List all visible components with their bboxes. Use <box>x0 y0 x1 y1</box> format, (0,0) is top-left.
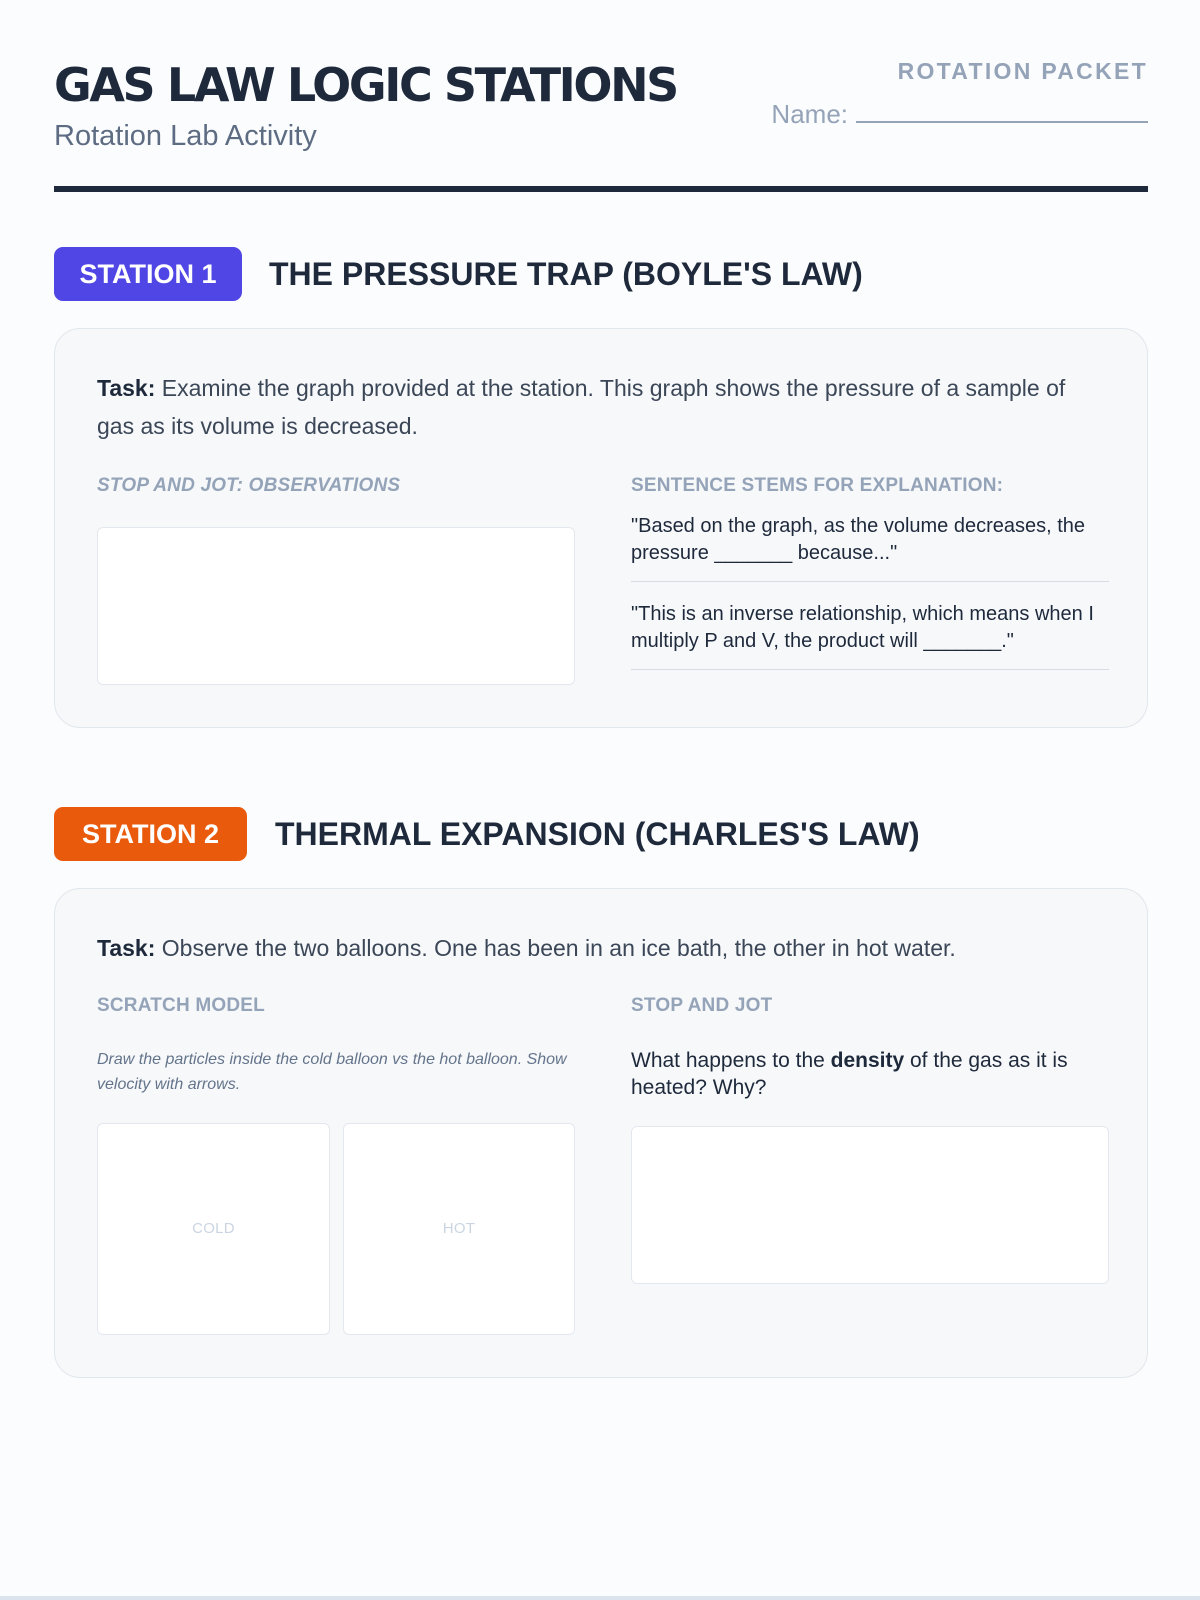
header-divider <box>54 186 1148 192</box>
page-title: GAS LAW LOGIC STATIONS <box>54 58 677 112</box>
cold-balloon-drawing-box[interactable] <box>97 1123 330 1335</box>
scratch-model-hint: Draw the particles inside the cold balloon vs the hot balloon. Show velocity with arrows. <box>97 1051 567 1093</box>
hot-balloon-drawing-box[interactable] <box>343 1123 575 1335</box>
task-text: Observe the two balloons. One has been in an ice bath, the other in hot water. <box>155 935 956 961</box>
observations-answer-box[interactable] <box>97 527 575 685</box>
station-1-heading <box>54 247 1148 301</box>
station-2-task <box>97 929 1097 967</box>
station-1-card <box>54 328 1148 728</box>
packet-label: ROTATION PACKET <box>897 58 1148 84</box>
sentence-stems-label: SENTENCE STEMS FOR EXPLANATION: <box>631 475 1004 496</box>
task-label: Task: <box>97 375 156 401</box>
name-field[interactable] <box>771 96 1148 132</box>
station-2-badge: STATION 2 <box>54 807 247 861</box>
page-header <box>54 56 1148 196</box>
station-1-badge: STATION 1 <box>54 247 242 301</box>
station-2-heading <box>54 807 1148 861</box>
scratch-model-label: SCRATCH MODEL <box>97 995 265 1016</box>
density-question <box>631 1047 1101 1101</box>
hot-label: HOT <box>442 1220 476 1237</box>
station-2-card <box>54 888 1148 1378</box>
question-text-start: What happens to the <box>631 1049 831 1072</box>
name-label: Name: <box>771 99 848 129</box>
observations-label: STOP AND JOT: OBSERVATIONS <box>97 475 401 496</box>
name-blank-line[interactable] <box>856 99 1148 123</box>
page-bottom-border <box>0 1596 1200 1600</box>
station-1-task <box>97 369 1097 445</box>
sentence-stem-1: "Based on the graph, as the volume decreases, the pressure _______ because..." <box>631 513 1109 582</box>
task-label: Task: <box>97 935 156 961</box>
question-text-end: of the gas as it is heated? Why? <box>631 1049 1068 1099</box>
page-subtitle: Rotation Lab Activity <box>54 120 317 152</box>
sentence-stem-2: "This is an inverse relationship, which means when I multiply P and V, the product will _______." <box>631 601 1109 670</box>
station-2-title: THERMAL EXPANSION (CHARLES'S LAW) <box>275 816 920 852</box>
station-1-title: THE PRESSURE TRAP (BOYLE'S LAW) <box>269 256 863 292</box>
cold-label: COLD <box>192 1220 235 1237</box>
question-keyword: density <box>830 1049 905 1072</box>
density-answer-box[interactable] <box>631 1126 1109 1284</box>
stop-and-jot-label: STOP AND JOT <box>631 995 773 1016</box>
task-text: Examine the graph provided at the station. This graph shows the pressure of a sample of gas as its volume is decreased. <box>97 375 1066 439</box>
